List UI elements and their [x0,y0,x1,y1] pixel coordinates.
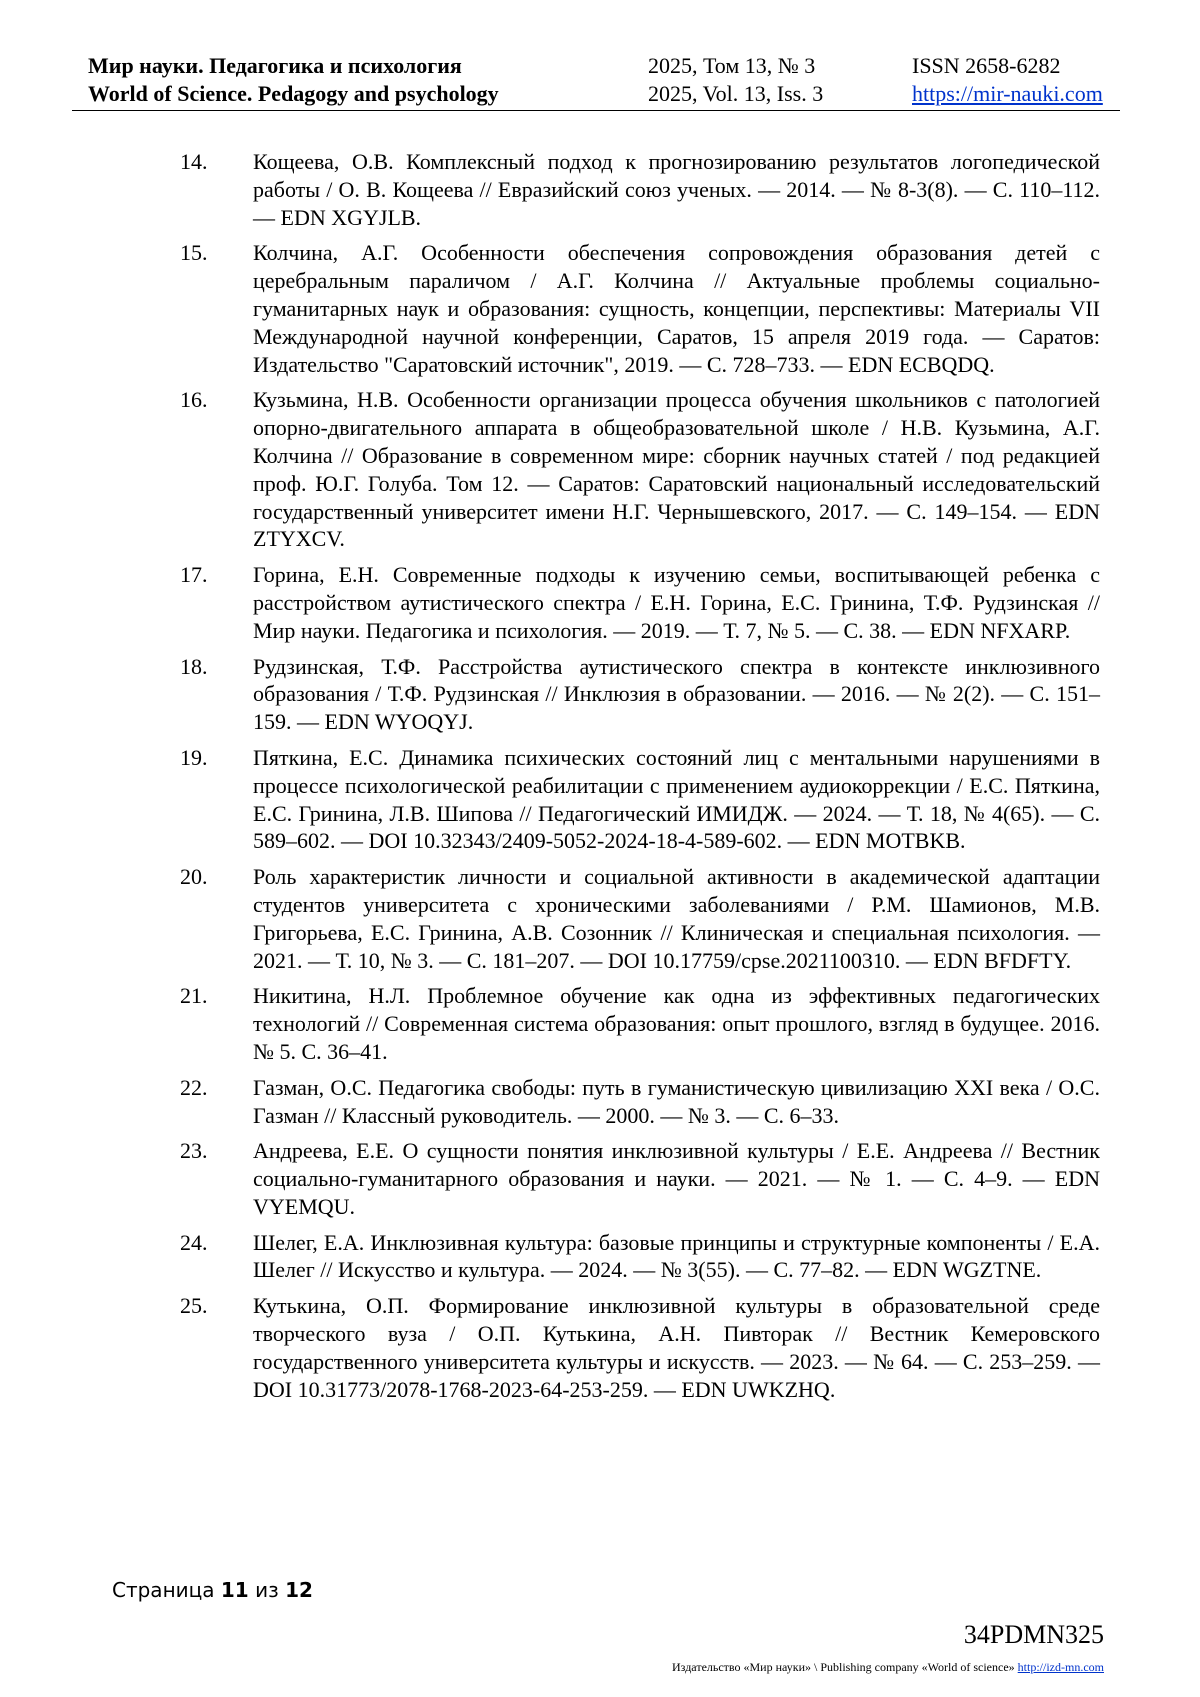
reference-text: Роль характеристик личности и социальной активности в академической адаптации студентов университета с хроническими заболеваниями / Р.М. Шамионов, М.В. Григорьева, Е.С. Гринина, А.В. Созонник // Клиническая и специальная психология. — 2021. — Т. 10, № 3. — С. 181–207. — DOI 10.17759/cpse.2021100310. — EDN BFDFTY. [253,864,1100,973]
issn-block [912,52,1103,108]
page-label: Страница [112,1578,215,1602]
reference-item [180,148,1100,231]
document-code: 34PDMN325 [963,1620,1104,1649]
reference-text: Газман, О.С. Педагогика свободы: путь в гуманистическую цивилизацию XXI века / О.С. Газман // Классный руководитель. — 2000. — № 3. — С. 6–33. [253,1074,1100,1128]
reference-number: 24. [180,1229,208,1255]
publisher-line [672,1660,1104,1675]
journal-title [88,52,499,108]
journal-title-en: World of Science. Pedagogy and psychology [88,81,499,106]
reference-text: Пяткина, Е.С. Динамика психических состояний лиц с ментальными нарушениями в процессе психологической реабилитации с применением аудиокоррекции / Е.С. Пяткина, Е.С. Гринина, Л.В. Шипова // Педагогический ИМИДЖ. — 2024. — Т. 18, № 4(65). — С. 589–602. — DOI 10.32343/2409-5052-2024-18-4-589-602. — EDN MOTBKB. [253,744,1100,854]
reference-number: 25. [180,1293,208,1319]
reference-item [180,1137,1100,1220]
publisher-text: Издательство «Мир науки» \ Publishing company «World of science» [672,1660,1015,1674]
reference-text: Колчина, А.Г. Особенности обеспечения сопровождения образования детей с церебральным параличом / А.Г. Колчина // Актуальные проблемы социально-гуманитарных наук и образования: сущность, концепции, перспективы: Материалы VII Международной научной конференции, Саратов, 15 апреля 2019 года. — Саратов: Издательство "Саратовский источник", 2019. — С. 728–733. — EDN ECBQDQ. [253,240,1100,377]
reference-item [180,1292,1100,1403]
issue-info-en: 2025, Vol. 13, Iss. 3 [648,81,824,106]
reference-number: 15. [180,240,208,266]
reference-number: 19. [180,744,208,770]
reference-text: Рудзинская, Т.Ф. Расстройства аутистического спектра в контексте инклюзивного образования / Т.Ф. Рудзинская // Инклюзия в образовании. — 2016. — № 2(2). — С. 151–159. — EDN WYOQYJ. [253,653,1100,735]
reference-item [180,561,1100,644]
page-counter [112,1578,313,1602]
reference-text: Кощеева, О.В. Комплексный подход к прогнозированию результатов логопедической работы / О. В. Кощеева // Евразийский союз ученых. — 2014. — № 8-3(8). — С. 110–112. — EDN XGYJLB. [253,149,1100,230]
page-header [72,52,1120,111]
reference-text: Шелег, Е.А. Инклюзивная культура: базовые принципы и структурные компоненты / Е.А. Шелег // Искусство и культура. — 2024. — № 3(55). — С. 77–82. — EDN WGZTNE. [253,1229,1100,1283]
reference-item [180,653,1100,736]
reference-item [180,1074,1100,1130]
reference-item [180,386,1100,553]
reference-text: Никитина, Н.Л. Проблемное обучение как одна из эффективных педагогических технологий // Современная система образования: опыт прошлого, взгляд в будущее. 2016. № 5. С. 36–41. [253,983,1100,1064]
reference-number: 14. [180,149,208,174]
issn-number: ISSN 2658-6282 [912,53,1061,78]
reference-text: Горина, Е.Н. Современные подходы к изучению семьи, воспитывающей ребенка с расстройством аутистического спектра / Е.Н. Горина, Е.С. Гринина, Т.Ф. Рудзинская // Мир науки. Педагогика и психология. — 2019. — Т. 7, № 5. — С. 38. — EDN NFXARP. [253,562,1100,643]
publisher-link[interactable]: http://izd-mn.com [1017,1660,1104,1674]
reference-list [180,148,1100,1411]
reference-text: Кузьмина, Н.В. Особенности организации процесса обучения школьников с патологией опорно-двигательного аппарата в общеобразовательной школе / Н.В. Кузьмина, А.Г. Колчина // Образование в современном мире: сборник научных статей / под редакцией проф. Ю.Г. Голуба. Том 12. — Саратов: Саратовский национальный исследовательский государственный университет имени Н.Г. Чернышевского, 2017. — С. 149–154. — EDN ZTYXCV. [253,387,1100,552]
page-total: 12 [285,1578,313,1602]
reference-item [180,744,1100,855]
reference-text: Кутькина, О.П. Формирование инклюзивной культуры в образовательной среде творческого вуза / О.П. Кутькина, А.Н. Пивторак // Вестник Кемеровского государственного университета культуры и искусств. — 2023. — № 64. — С. 253–259. — DOI 10.31773/2078-1768-2023-64-253-259. — EDN UWKZHQ. [253,1293,1100,1402]
reference-text: Андреева, Е.Е. О сущности понятия инклюзивной культуры / Е.Е. Андреева // Вестник социально-гуманитарного образования и науки. — 2021. — № 1. — С. 4–9. — EDN VYEMQU. [253,1138,1100,1219]
issue-info [648,52,823,108]
reference-number: 16. [180,387,208,413]
journal-website-link[interactable]: https://mir-nauki.com [912,81,1103,106]
reference-number: 20. [180,864,208,890]
reference-number: 18. [180,653,208,679]
issue-info-ru: 2025, Том 13, № 3 [648,53,816,78]
reference-item [180,982,1100,1065]
reference-item [180,239,1100,378]
reference-item [180,1229,1100,1285]
page-current: 11 [220,1578,249,1602]
reference-number: 23. [180,1138,208,1164]
reference-item [180,863,1100,974]
reference-number: 17. [180,562,208,588]
page-of: из [255,1578,279,1602]
journal-title-ru: Мир науки. Педагогика и психология [88,53,462,78]
reference-number: 21. [180,983,208,1009]
reference-number: 22. [180,1074,208,1100]
